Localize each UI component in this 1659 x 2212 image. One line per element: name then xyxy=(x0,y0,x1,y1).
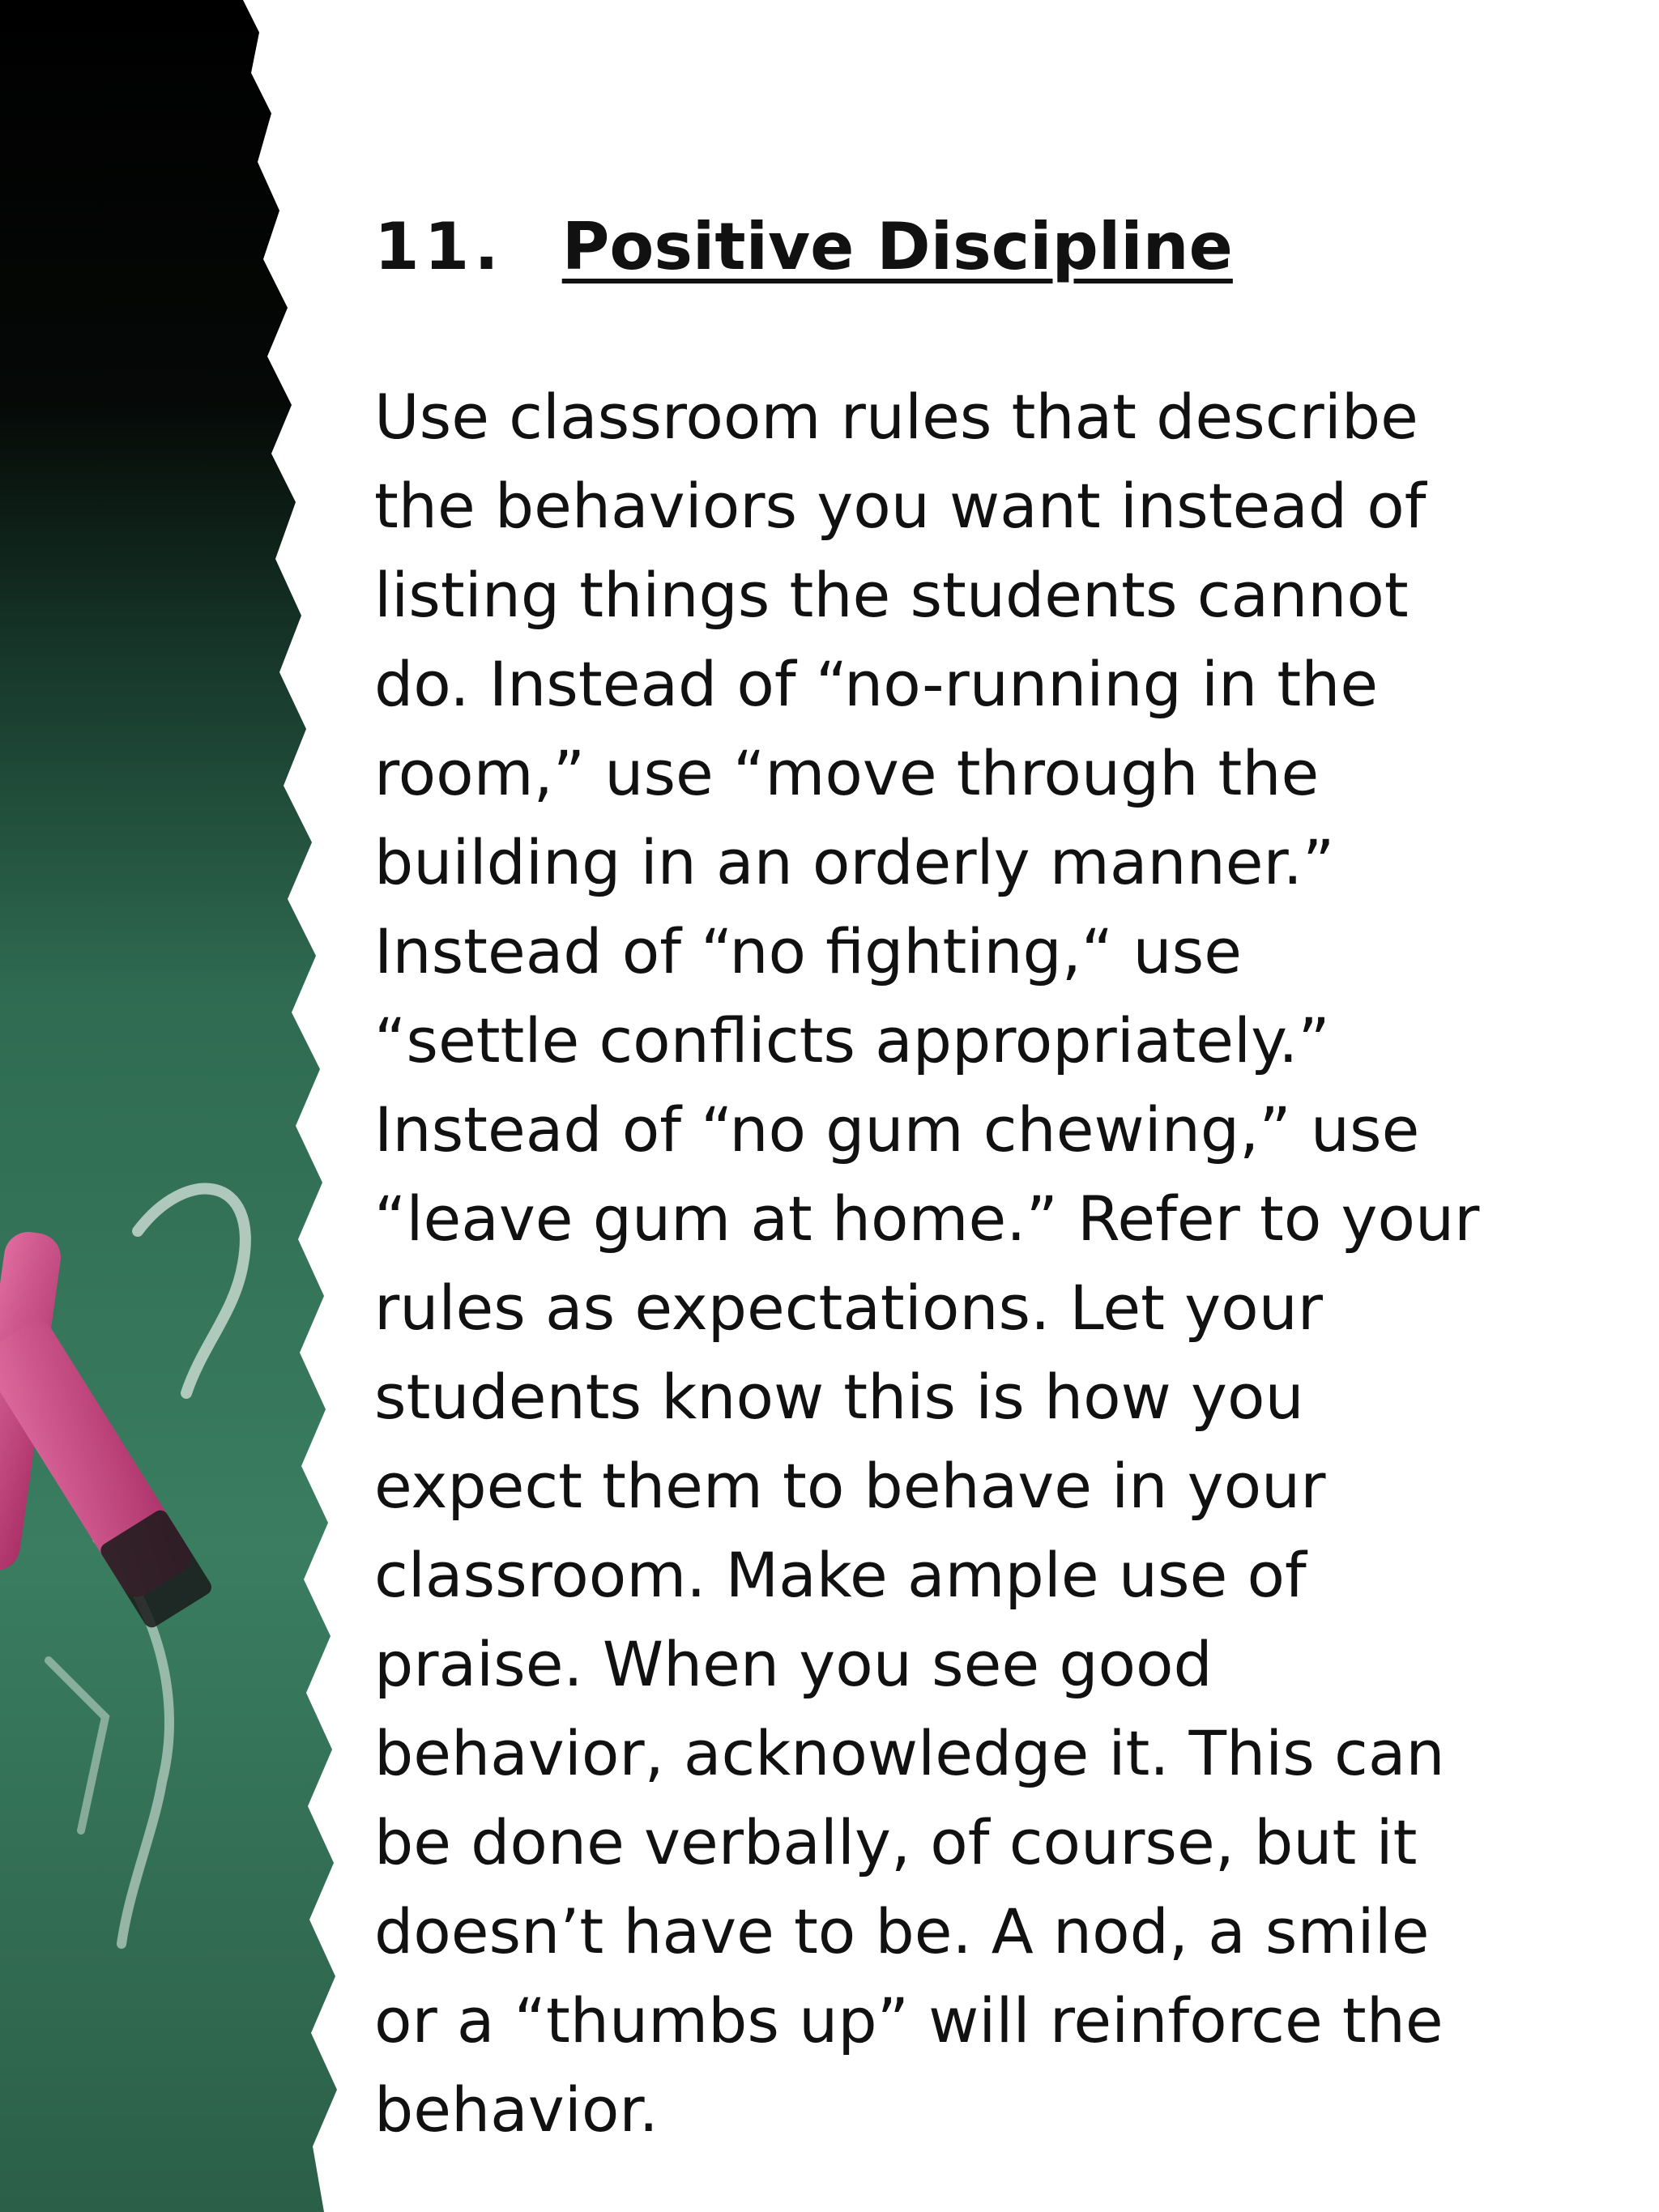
body-line: Use classroom rules that describe xyxy=(374,381,1418,453)
body-line: or a “thumbs up” will reinforce the xyxy=(374,1984,1444,2056)
body-line: do. Instead of “no-running in the xyxy=(374,648,1379,720)
slide-number: 11. xyxy=(374,209,504,284)
body-line: listing things the students cannot xyxy=(374,559,1409,631)
body-line: rules as expectations. Let your xyxy=(374,1272,1324,1344)
body-line: students know this is how you xyxy=(374,1361,1304,1433)
slide-heading xyxy=(374,202,1622,292)
chalkboard-image xyxy=(0,0,348,2212)
body-line: praise. When you see good xyxy=(374,1628,1213,1700)
body-line: the behaviors you want instead of xyxy=(374,470,1427,542)
body-line: building in an orderly manner.” xyxy=(374,826,1335,898)
body-line: doesn’t have to be. A nod, a smile xyxy=(374,1895,1430,1967)
body-line: expect them to behave in your xyxy=(374,1450,1326,1522)
body-line: behavior. xyxy=(374,2073,659,2146)
body-text xyxy=(374,373,1622,2154)
slide-title: Positive Discipline xyxy=(561,209,1233,284)
body-line: room,” use “move through the xyxy=(374,737,1320,809)
body-line: “leave gum at home.” Refer to your xyxy=(374,1183,1480,1255)
body-line: “settle conflicts appropriately.” xyxy=(374,1004,1330,1076)
body-line: Instead of “no gum chewing,” use xyxy=(374,1093,1420,1166)
body-line: classroom. Make ample use of xyxy=(374,1539,1307,1611)
body-line: be done verbally, of course, but it xyxy=(374,1806,1418,1878)
body-line: behavior, acknowledge it. This can xyxy=(374,1717,1445,1789)
slide-content xyxy=(374,202,1622,2154)
body-line: Instead of “no fighting,“ use xyxy=(374,915,1242,987)
